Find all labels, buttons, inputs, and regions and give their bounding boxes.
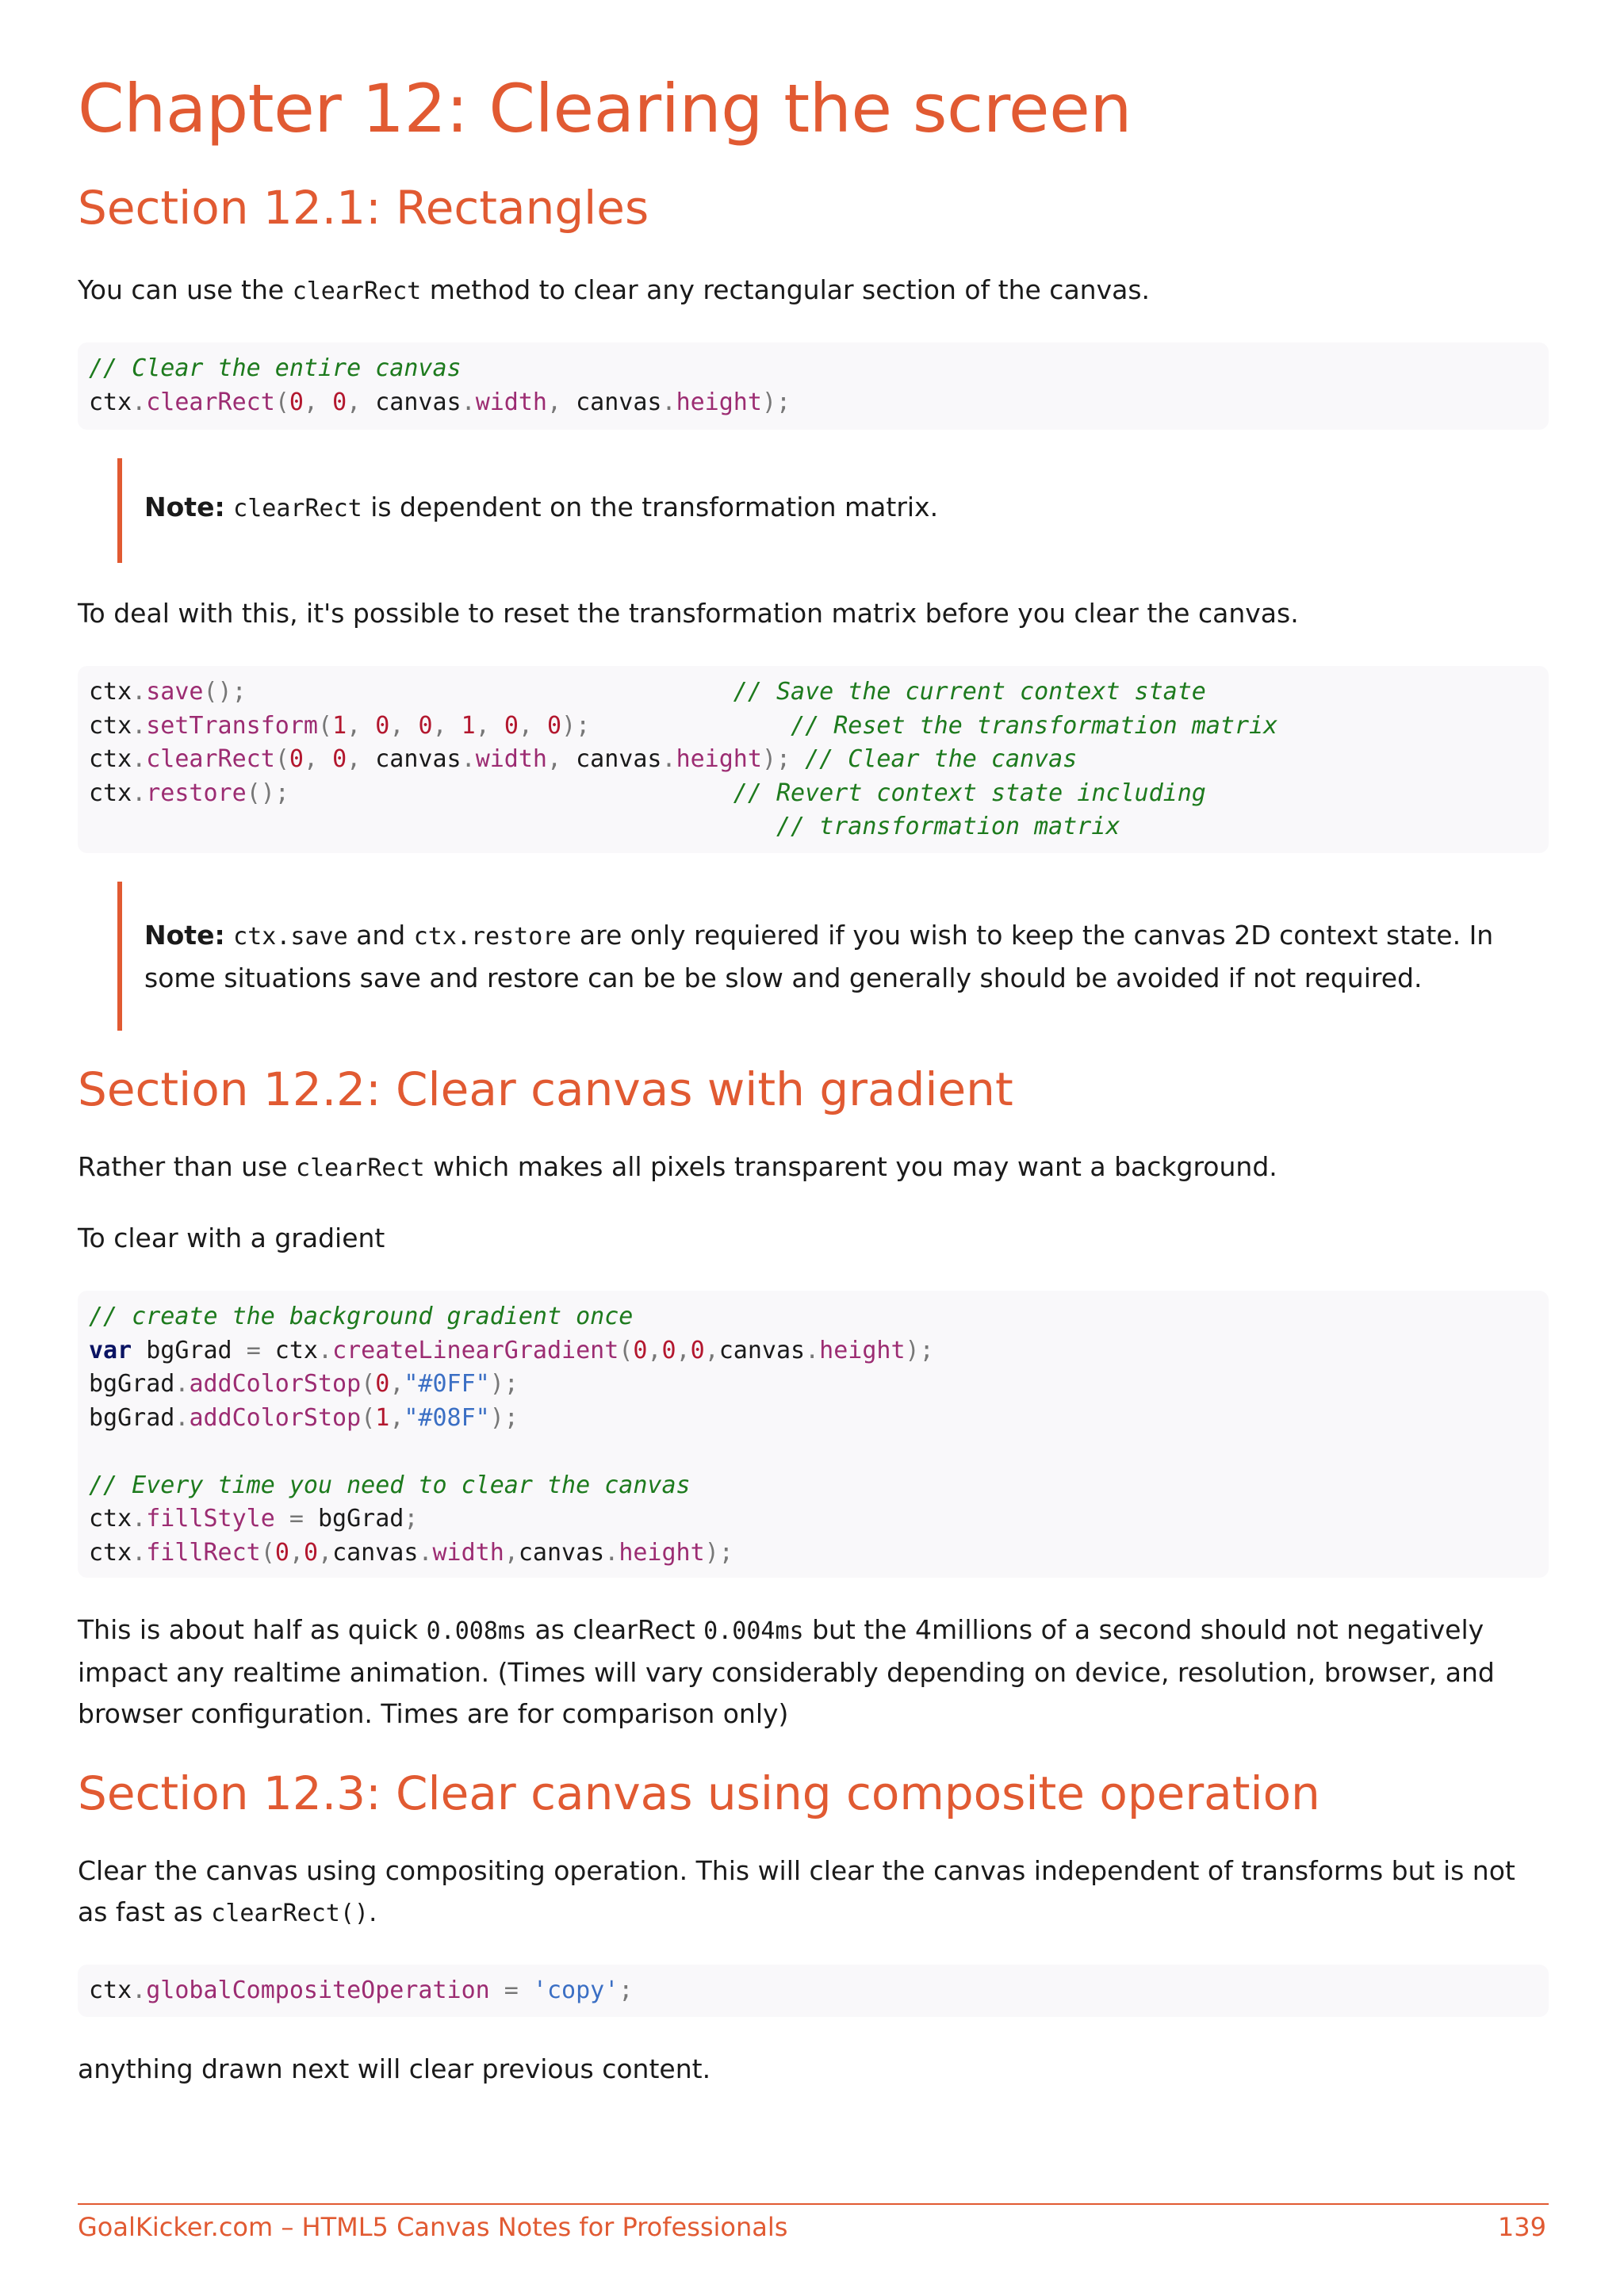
code-block-composite: ctx.globalCompositeOperation = 'copy'; (78, 1965, 1549, 2017)
footer-divider (78, 2203, 1549, 2205)
code-block-clear-entire: // Clear the entire canvas ctx.clearRect(0, 0, canvas.width, canvas.height); (78, 342, 1549, 430)
section-12-3-para2: anything drawn next will clear previous content. (78, 2053, 711, 2084)
inline-code: clearRect (292, 277, 422, 305)
note-text: Note: clearRect is dependent on the transformation matrix. (144, 492, 939, 522)
note-text: Note: ctx.save and ctx.restore are only requiered if you wish to keep the canvas 2D context state. In some situations save and restore can be be slow and generally should be avoided if not required. (144, 920, 1494, 993)
note-box-transform (117, 458, 1545, 563)
section-title-12-1: Section 12.1: Rectangles (78, 181, 649, 235)
section-12-1-intro: You can use the clearRect method to clear any rectangular section of the canvas. (78, 274, 1151, 305)
code-comment: // Clear the entire canvas (89, 354, 462, 382)
section-12-2-para1: Rather than use clearRect which makes all pixels transparent you may want a background. (78, 1151, 1277, 1182)
section-title-12-2: Section 12.2: Clear canvas with gradient (78, 1062, 1013, 1116)
code-block-reset-transform: ctx.save(); // Save the current context state ctx.setTransform(1, 0, 0, 1, 0, 0); // Reset the transformation matrix ctx.clearRect(0, 0, canvas.width, canvas.height); // Clear the canvas ctx.restore(); // Revert context state including // transformation matrix (78, 666, 1549, 853)
section-12-1-para2: To deal with this, it's possible to reset the transformation matrix before you clear the canvas. (78, 598, 1299, 629)
section-12-2-para3: This is about half as quick 0.008ms as clearRect 0.004ms but the 4millions of a second should not negatively impact any realtime animation. (Times will vary considerably depending on device, resolution, browser, and browser configuration. Times are for comparison only) (78, 1614, 1495, 1729)
footer-source: GoalKicker.com – HTML5 Canvas Notes for Professionals (78, 2212, 788, 2242)
section-title-12-3: Section 12.3: Clear canvas using composite operation (78, 1766, 1320, 1820)
chapter-title: Chapter 12: Clearing the screen (78, 70, 1132, 147)
section-12-3-para1: Clear the canvas using compositing operation. This will clear the canvas independent of transforms but is not as fast as clearRect(). (78, 1855, 1515, 1927)
code-block-gradient: // create the background gradient once var bgGrad = ctx.createLinearGradient(0,0,0,canvas.height); bgGrad.addColorStop(0,"#0FF"); bgGrad.addColorStop(1,"#08F"); // Every time you need to clear the canvas ctx.fillStyle = bgGrad; ctx.fillRect(0,0,canvas.width,canvas.height); (78, 1291, 1549, 1578)
section-12-2-para2: To clear with a gradient (78, 1223, 385, 1253)
note-box-save-restore (117, 882, 1545, 1031)
page-number: 139 (1497, 2212, 1546, 2242)
